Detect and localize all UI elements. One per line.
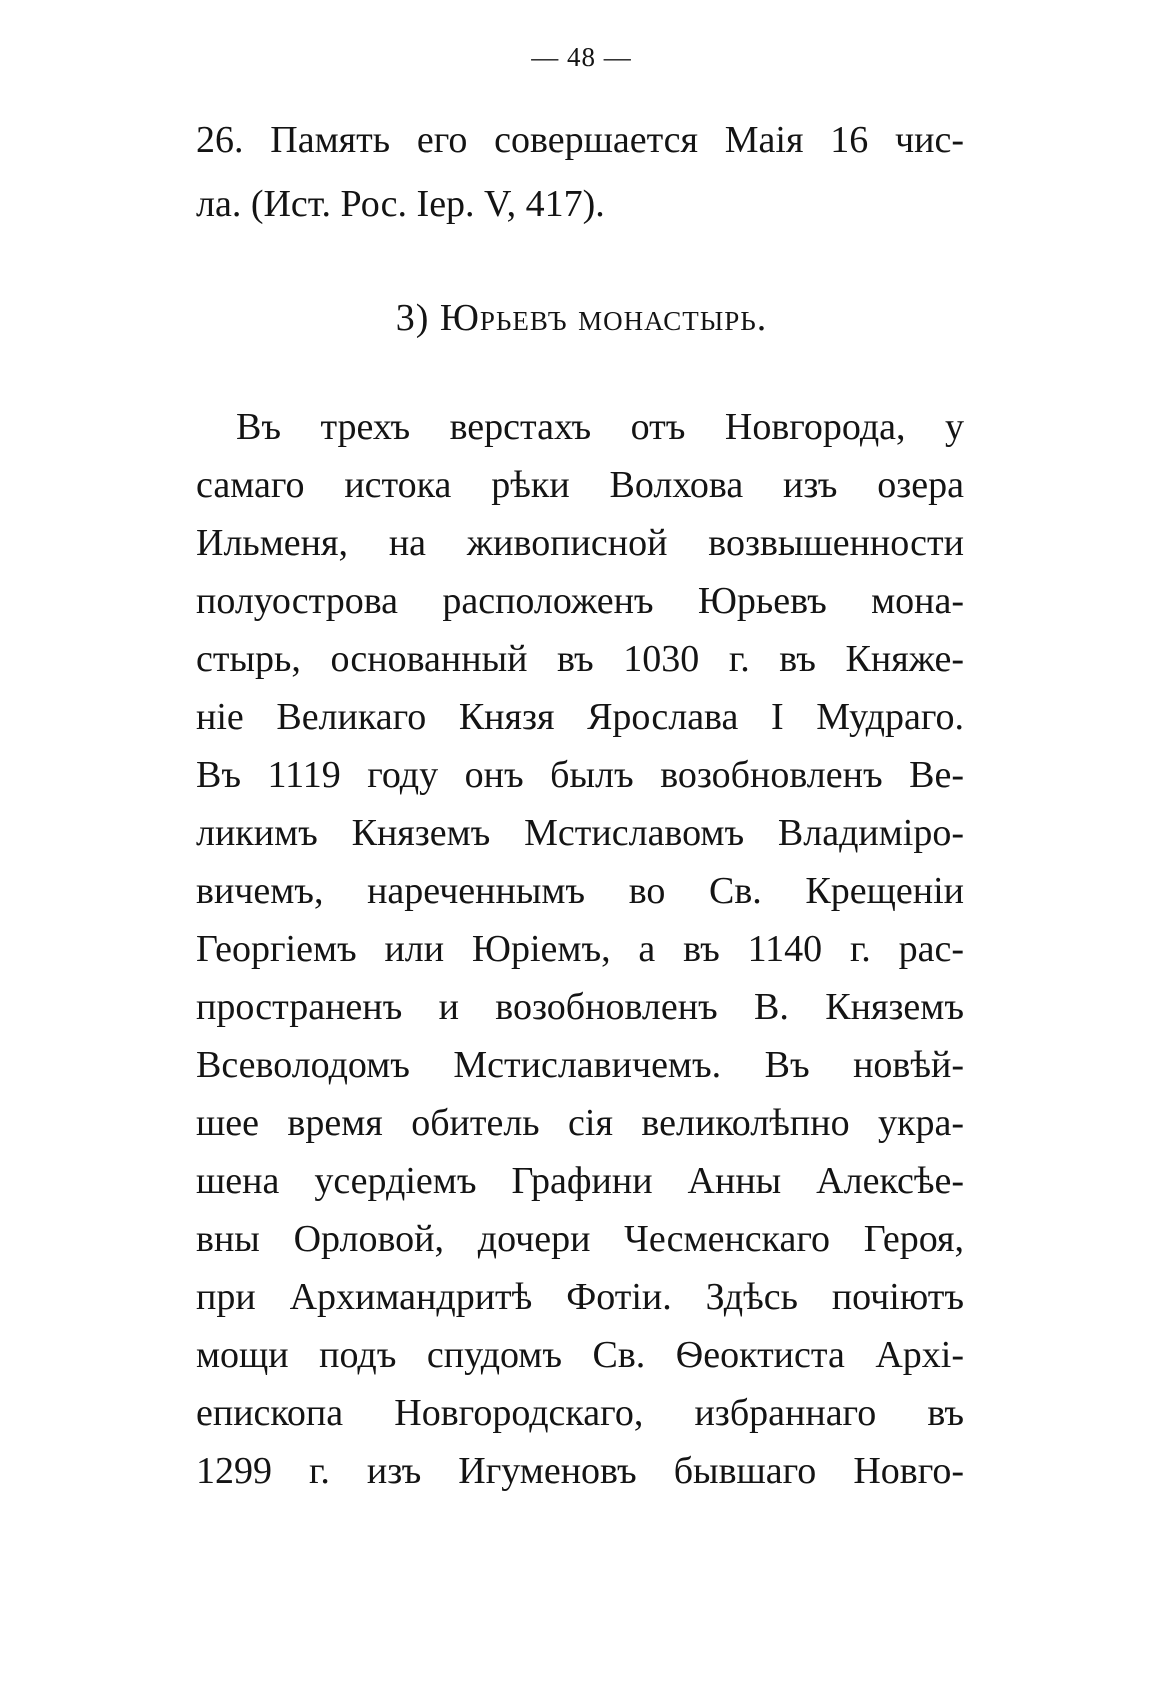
section-heading: 3) Юрьевъ монастырь. xyxy=(395,297,768,339)
footnote-line: ла. (Ист. Рос. Іер. V, 417). xyxy=(196,183,605,225)
body-line: Ильменя, на живописной возвышенности xyxy=(196,522,964,564)
body-line: ликимъ Княземъ Мстиславомъ Владиміро- xyxy=(196,812,964,854)
body-line: Въ трехъ верстахъ отъ Новгорода, у xyxy=(236,406,964,448)
body-line: Въ 1119 году онъ былъ возобновленъ Ве- xyxy=(196,754,964,796)
page-number: — 48 — xyxy=(531,42,632,72)
body-line: ніе Великаго Князя Ярослава I Мудраго. xyxy=(196,696,964,738)
body-line: Георгіемъ или Юріемъ, а въ 1140 г. рас- xyxy=(196,928,964,970)
body-line: 1299 г. изъ Игуменовъ бывшаго Новго- xyxy=(196,1450,964,1492)
body-line: вны Орловой, дочери Чесменскаго Героя, xyxy=(196,1218,964,1260)
body-paragraph xyxy=(196,398,964,1500)
footnote xyxy=(196,108,964,236)
body-line: епископа Новгородскаго, избраннаго въ xyxy=(196,1392,964,1434)
body-line: при Архимандритѣ Фотіи. Здѣсь почіютъ xyxy=(196,1276,964,1318)
body-line: пространенъ и возобновленъ В. Княземъ xyxy=(196,986,964,1028)
body-line: шее время обитель сія великолѣпно укра- xyxy=(196,1102,964,1144)
body-line: стырь, основанный въ 1030 г. въ Княже- xyxy=(196,638,964,680)
body-line: полуострова расположенъ Юрьевъ мона- xyxy=(196,580,964,622)
footnote-line: 26. Память его совершается Маія 16 чис- xyxy=(196,119,964,161)
body-line: шена усердіемъ Графини Анны Алексѣе- xyxy=(196,1160,964,1202)
body-line: самаго истока рѣки Волхова изъ озера xyxy=(196,464,964,506)
body-line: мощи подъ спудомъ Св. Ѳеоктиста Архі- xyxy=(196,1334,964,1376)
body-line: Всеволодомъ Мстиславичемъ. Въ новѣй- xyxy=(196,1044,964,1086)
body-line: вичемъ, нареченнымъ во Св. Крещеніи xyxy=(196,870,964,912)
